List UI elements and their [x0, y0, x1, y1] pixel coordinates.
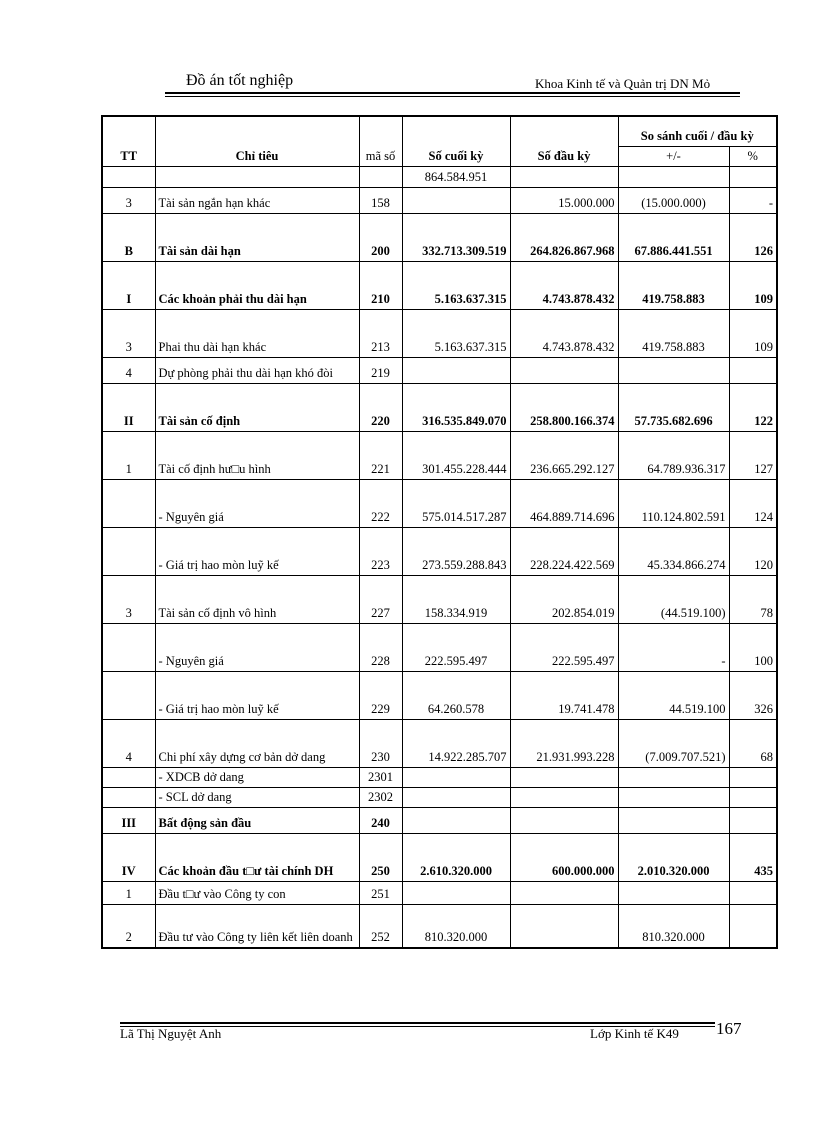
row-so-dau-ky: 264.826.867.968	[510, 213, 618, 261]
row-ma-so: 219	[359, 357, 402, 383]
row-ma-so: 158	[359, 187, 402, 213]
row-tt: III	[102, 807, 155, 833]
row-so-cuoi-ky	[402, 787, 510, 807]
row-so-dau-ky	[510, 787, 618, 807]
table-row	[102, 261, 777, 309]
row-diff	[618, 807, 729, 833]
row-chi-tieu: Tài sản dài hạn	[155, 213, 359, 261]
table-row	[102, 357, 777, 383]
row-so-cuoi-ky	[402, 881, 510, 904]
table-row	[102, 719, 777, 767]
row-so-dau-ky: 222.595.497	[510, 623, 618, 671]
row-chi-tieu: Tài sản cố định	[155, 383, 359, 431]
row-so-dau-ky: 228.224.422.569	[510, 527, 618, 575]
col-header-so-cuoi-ky: Số cuối kỳ	[402, 116, 510, 166]
row-ma-so: 227	[359, 575, 402, 623]
row-diff: (15.000.000)	[618, 187, 729, 213]
row-so-dau-ky: 236.665.292.127	[510, 431, 618, 479]
table-row	[102, 671, 777, 719]
row-so-dau-ky: 4.743.878.432	[510, 261, 618, 309]
row-chi-tieu: Phai thu dài hạn khác	[155, 309, 359, 357]
row-diff	[618, 166, 729, 187]
row-so-cuoi-ky: 316.535.849.070	[402, 383, 510, 431]
row-so-cuoi-ky: 2.610.320.000	[402, 833, 510, 881]
row-ma-so: 222	[359, 479, 402, 527]
table-row	[102, 904, 777, 948]
row-so-dau-ky: 19.741.478	[510, 671, 618, 719]
row-chi-tieu: Các khoản đầu t□ư tài chính DH	[155, 833, 359, 881]
footer-class: Lớp Kinh tế K49	[590, 1026, 679, 1041]
page-number: 167	[716, 1019, 742, 1038]
header-rule	[165, 92, 740, 94]
col-header-comparison: So sánh cuối / đầu kỳ	[618, 116, 777, 146]
row-chi-tieu: Bất động sản đầu	[155, 807, 359, 833]
row-so-cuoi-ky: 158.334.919	[402, 575, 510, 623]
row-tt: 1	[102, 881, 155, 904]
col-header-so-dau-ky: Số đầu kỳ	[510, 116, 618, 166]
table-row	[102, 833, 777, 881]
row-chi-tieu: Đầu tư vào Công ty liên kết liên doanh	[155, 904, 359, 948]
row-chi-tieu: - SCL dở dang	[155, 787, 359, 807]
row-chi-tieu: Chi phí xây dựng cơ bản dở dang	[155, 719, 359, 767]
header-department: Khoa Kinh tế và Quản trị DN Mỏ	[535, 76, 711, 91]
table-row	[102, 309, 777, 357]
row-so-cuoi-ky: 575.014.517.287	[402, 479, 510, 527]
col-header-pct: %	[729, 146, 777, 166]
row-diff: 44.519.100	[618, 671, 729, 719]
row-so-cuoi-ky	[402, 187, 510, 213]
row-pct: 326	[729, 671, 777, 719]
balance-sheet-table	[101, 115, 778, 949]
row-pct	[729, 357, 777, 383]
row-pct	[729, 807, 777, 833]
row-ma-so: 228	[359, 623, 402, 671]
row-ma-so: 210	[359, 261, 402, 309]
row-tt	[102, 671, 155, 719]
row-tt: 3	[102, 187, 155, 213]
row-ma-so: 223	[359, 527, 402, 575]
table-row	[102, 187, 777, 213]
row-pct	[729, 166, 777, 187]
row-tt: B	[102, 213, 155, 261]
row-diff: -	[618, 623, 729, 671]
row-so-cuoi-ky: 5.163.637.315	[402, 309, 510, 357]
row-pct: 109	[729, 261, 777, 309]
row-tt	[102, 479, 155, 527]
table-row	[102, 807, 777, 833]
row-so-dau-ky	[510, 807, 618, 833]
row-pct: 124	[729, 479, 777, 527]
row-so-cuoi-ky: 273.559.288.843	[402, 527, 510, 575]
row-chi-tieu: Tài sản ngắn hạn khác	[155, 187, 359, 213]
row-tt: 1	[102, 431, 155, 479]
row-diff: 45.334.866.274	[618, 527, 729, 575]
row-ma-so: 2302	[359, 787, 402, 807]
table-row	[102, 767, 777, 787]
row-ma-so: 240	[359, 807, 402, 833]
row-tt	[102, 166, 155, 187]
row-so-cuoi-ky	[402, 807, 510, 833]
row-ma-so: 221	[359, 431, 402, 479]
col-header-chi-tieu: Chỉ tiêu	[155, 116, 359, 166]
row-pct: 109	[729, 309, 777, 357]
row-tt: II	[102, 383, 155, 431]
row-so-cuoi-ky: 332.713.309.519	[402, 213, 510, 261]
row-diff: 419.758.883	[618, 309, 729, 357]
row-pct: 122	[729, 383, 777, 431]
row-tt	[102, 787, 155, 807]
row-diff: 419.758.883	[618, 261, 729, 309]
row-ma-so: 2301	[359, 767, 402, 787]
row-so-cuoi-ky: 5.163.637.315	[402, 261, 510, 309]
row-ma-so: 250	[359, 833, 402, 881]
row-chi-tieu: - XDCB dở dang	[155, 767, 359, 787]
table-row	[102, 166, 777, 187]
table-row	[102, 479, 777, 527]
row-so-dau-ky: 600.000.000	[510, 833, 618, 881]
row-pct	[729, 787, 777, 807]
row-pct: 435	[729, 833, 777, 881]
row-ma-so: 252	[359, 904, 402, 948]
row-ma-so	[359, 166, 402, 187]
row-diff: (44.519.100)	[618, 575, 729, 623]
row-diff: 110.124.802.591	[618, 479, 729, 527]
row-tt: 2	[102, 904, 155, 948]
row-tt	[102, 623, 155, 671]
header-title: Đồ án tốt nghiệp	[186, 72, 294, 89]
row-diff	[618, 357, 729, 383]
table-row	[102, 213, 777, 261]
row-so-dau-ky: 202.854.019	[510, 575, 618, 623]
row-tt: IV	[102, 833, 155, 881]
row-so-dau-ky: 464.889.714.696	[510, 479, 618, 527]
row-chi-tieu: - Nguyên giá	[155, 479, 359, 527]
row-so-cuoi-ky: 301.455.228.444	[402, 431, 510, 479]
row-pct: 126	[729, 213, 777, 261]
row-chi-tieu: - Giá trị hao mòn luỹ kế	[155, 527, 359, 575]
row-pct: 78	[729, 575, 777, 623]
row-pct: -	[729, 187, 777, 213]
row-chi-tieu: Dự phòng phải thu dài hạn khó đòi	[155, 357, 359, 383]
table-row	[102, 431, 777, 479]
row-diff: (7.009.707.521)	[618, 719, 729, 767]
row-ma-so: 200	[359, 213, 402, 261]
row-so-dau-ky	[510, 767, 618, 787]
row-pct	[729, 881, 777, 904]
table-row	[102, 527, 777, 575]
row-chi-tieu: Đầu t□ư vào Công ty con	[155, 881, 359, 904]
row-diff	[618, 767, 729, 787]
row-chi-tieu: Tài sản cố định vô hình	[155, 575, 359, 623]
row-tt: I	[102, 261, 155, 309]
row-pct: 127	[729, 431, 777, 479]
row-so-dau-ky	[510, 357, 618, 383]
row-pct: 100	[729, 623, 777, 671]
row-tt: 4	[102, 719, 155, 767]
row-so-cuoi-ky: 14.922.285.707	[402, 719, 510, 767]
row-pct: 68	[729, 719, 777, 767]
row-diff: 810.320.000	[618, 904, 729, 948]
row-ma-so: 230	[359, 719, 402, 767]
row-so-dau-ky: 21.931.993.228	[510, 719, 618, 767]
row-so-dau-ky: 258.800.166.374	[510, 383, 618, 431]
row-chi-tieu: - Giá trị hao mòn luỹ kế	[155, 671, 359, 719]
col-header-diff: +/-	[618, 146, 729, 166]
row-tt: 3	[102, 309, 155, 357]
row-so-cuoi-ky	[402, 767, 510, 787]
row-tt	[102, 767, 155, 787]
row-so-cuoi-ky: 222.595.497	[402, 623, 510, 671]
table-row	[102, 787, 777, 807]
table-row	[102, 575, 777, 623]
row-so-cuoi-ky: 810.320.000	[402, 904, 510, 948]
row-diff: 57.735.682.696	[618, 383, 729, 431]
row-so-dau-ky	[510, 166, 618, 187]
table-row	[102, 383, 777, 431]
row-diff: 67.886.441.551	[618, 213, 729, 261]
row-chi-tieu: Tài cố định hư□u hình	[155, 431, 359, 479]
header-rule-thin	[165, 96, 740, 97]
col-header-ma-so: mã số	[359, 116, 402, 166]
row-ma-so: 213	[359, 309, 402, 357]
row-so-cuoi-ky: 864.584.951	[402, 166, 510, 187]
row-so-cuoi-ky	[402, 357, 510, 383]
row-so-dau-ky: 4.743.878.432	[510, 309, 618, 357]
row-tt	[102, 527, 155, 575]
row-ma-so: 251	[359, 881, 402, 904]
row-so-cuoi-ky: 64.260.578	[402, 671, 510, 719]
table-row	[102, 623, 777, 671]
row-diff: 2.010.320.000	[618, 833, 729, 881]
row-so-dau-ky	[510, 881, 618, 904]
row-diff	[618, 787, 729, 807]
row-chi-tieu	[155, 166, 359, 187]
row-diff	[618, 881, 729, 904]
col-header-tt: TT	[102, 116, 155, 166]
row-tt: 4	[102, 357, 155, 383]
row-pct: 120	[729, 527, 777, 575]
row-pct	[729, 904, 777, 948]
row-pct	[729, 767, 777, 787]
footer-rule	[120, 1022, 715, 1024]
row-so-dau-ky: 15.000.000	[510, 187, 618, 213]
row-chi-tieu: Các khoản phải thu dài hạn	[155, 261, 359, 309]
row-tt: 3	[102, 575, 155, 623]
table-row	[102, 881, 777, 904]
footer-author: Lã Thị Nguyệt Anh	[120, 1026, 222, 1041]
row-chi-tieu: - Nguyên giá	[155, 623, 359, 671]
row-ma-so: 229	[359, 671, 402, 719]
row-so-dau-ky	[510, 904, 618, 948]
row-diff: 64.789.936.317	[618, 431, 729, 479]
row-ma-so: 220	[359, 383, 402, 431]
